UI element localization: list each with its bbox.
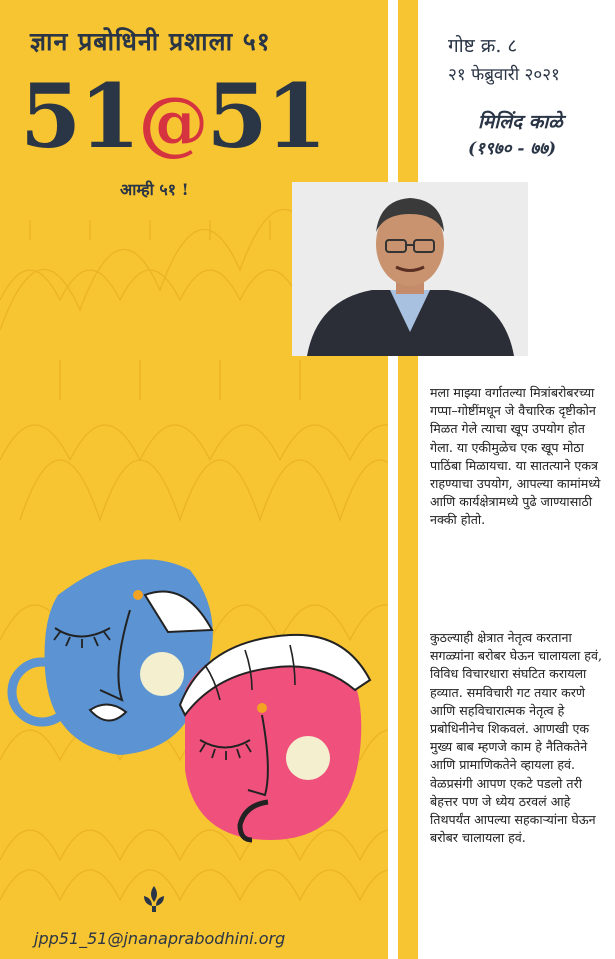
big-title <box>20 64 325 173</box>
theatre-masks-illustration <box>0 540 390 890</box>
person-name: मिलिंद काळे <box>478 111 563 133</box>
white-divider <box>388 0 398 959</box>
story-date: २१ फेब्रुवारी २०२१ <box>448 65 560 85</box>
slogan: आम्ही ५१ ! <box>120 180 189 199</box>
portrait-illustration <box>292 182 528 356</box>
yellow-strip <box>398 0 418 959</box>
person-years: (१९७० - ७७) <box>468 139 557 159</box>
big-title-at: @ <box>138 81 207 164</box>
contact-email[interactable]: jpp51_51@jnanaprabodhini.org <box>34 929 286 948</box>
story-number: गोष्ट क्र. ८ <box>448 35 518 57</box>
fleur-ornament-icon <box>140 884 168 914</box>
body-paragraph-1: मला माझ्या वर्गातल्या मित्रांबरोबरच्या गप्पा–गोष्टींमधून जे वैचारिक दृष्टीकोन मिळत गेले त्याचा खूप उपयोग होत गेला. या एकीमुळेच एक खूप मोठा पाठिंबा मिळायचा. या सातत्याने एकत्र राहण्याचा उपयोग, आपल्या कामांमध्ये आणि कार्यक्षेत्रामध्ये पुढे जाण्यासाठी नक्की होतो. <box>430 385 601 528</box>
body-paragraph-2: कुठल्याही क्षेत्रात नेतृत्व करताना सगळ्यांना बरोबर घेऊन चालायला हवं, विविध विचारधारा संघटित करायला हव्यात. समविचारी गट तयार करणे आणि सहविचारात्मक नेतृत्व हे प्रबोधिनीनेच शिकवलं. आणखी एक मुख्य बाब म्हणजे काम हे नैतिकतेने आणि प्रामाणिकतेने व्हायला हवं. वेळप्रसंगी आपण एकटे पडलो तरी बेहत्तर पण जे ध्येय ठरवलं आहे तिथपर्यंत आपल्या सहकाऱ्यांना घेऊन बरोबर चालायला हवं. <box>430 630 602 846</box>
big-title-right: 51 <box>206 64 325 168</box>
org-title: ज्ञान प्रबोधिनी प्रशाला ५१ <box>30 27 271 56</box>
portrait-photo <box>292 182 528 356</box>
big-title-left: 51 <box>20 64 139 168</box>
